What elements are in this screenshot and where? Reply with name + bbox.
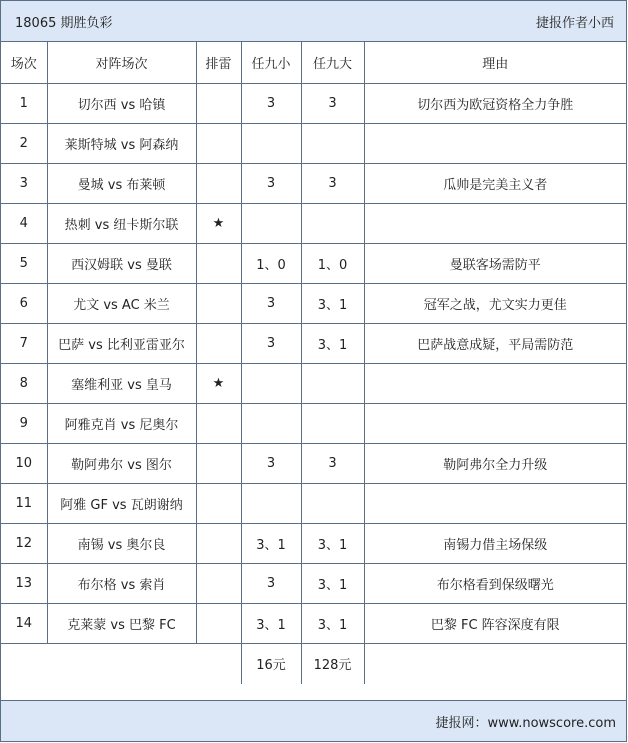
table-row [1,163,626,203]
col-header-match: 对阵场次 [47,42,196,83]
reason-text [364,403,626,443]
table-row [1,203,626,243]
pick-big: 3 [301,163,364,203]
mine-mark [196,443,241,483]
pick-big [301,363,364,403]
col-header-mine: 排雷 [196,42,241,83]
mine-mark [196,403,241,443]
match-name: 莱斯特城 vs 阿森纳 [47,123,196,163]
pick-big: 3、1 [301,523,364,563]
table-row [1,403,626,443]
mine-mark [196,83,241,123]
table-row [1,243,626,283]
mine-mark: ★ [196,363,241,403]
col-header-small: 任九小 [241,42,301,83]
reason-text: 布尔格看到保级曙光 [364,563,626,603]
match-name: 克莱蒙 vs 巴黎 FC [47,603,196,643]
match-name: 勒阿弗尔 vs 图尔 [47,443,196,483]
pick-small [241,483,301,523]
col-header-no: 场次 [1,42,47,83]
mine-mark [196,123,241,163]
header-bar [1,1,626,42]
pick-small: 3 [241,563,301,603]
pick-big [301,203,364,243]
match-name: 西汉姆联 vs 曼联 [47,243,196,283]
pick-big: 3、1 [301,563,364,603]
mine-mark: ★ [196,203,241,243]
table-row [1,283,626,323]
match-name: 阿雅克肖 vs 尼奥尔 [47,403,196,443]
match-no: 9 [1,403,47,443]
table-row [1,443,626,483]
pick-small: 3 [241,443,301,483]
mine-mark [196,243,241,283]
pick-big: 3、1 [301,603,364,643]
reason-text: 勒阿弗尔全力升级 [364,443,626,483]
match-no: 4 [1,203,47,243]
mine-mark [196,603,241,643]
reason-text [364,363,626,403]
reason-text: 巴萨战意成疑，平局需防范 [364,323,626,363]
match-no: 12 [1,523,47,563]
match-no: 10 [1,443,47,483]
table-row [1,523,626,563]
mine-mark [196,563,241,603]
match-name: 布尔格 vs 索肖 [47,563,196,603]
match-name: 尤文 vs AC 米兰 [47,283,196,323]
match-name: 南锡 vs 奥尔良 [47,523,196,563]
author-label: 捷报作者小西 [535,15,614,31]
match-no: 13 [1,563,47,603]
mine-mark [196,483,241,523]
totals-spacer [1,643,241,684]
reason-text [364,203,626,243]
mine-mark [196,523,241,563]
match-no: 14 [1,603,47,643]
pick-big: 3 [301,83,364,123]
table-row [1,123,626,163]
match-no: 1 [1,83,47,123]
reason-text: 冠军之战，尤文实力更佳 [364,283,626,323]
footer-bar [1,700,626,741]
pick-small [241,403,301,443]
pick-big: 3、1 [301,283,364,323]
match-no: 7 [1,323,47,363]
reason-text: 曼联客场需防平 [364,243,626,283]
pick-big: 3 [301,443,364,483]
table-row [1,363,626,403]
pick-small: 3 [241,83,301,123]
total-big: 128元 [301,643,364,684]
pick-small [241,123,301,163]
table-row [1,603,626,643]
match-no: 3 [1,163,47,203]
pick-small [241,363,301,403]
match-name: 切尔西 vs 哈镇 [47,83,196,123]
table-body [1,83,626,643]
total-small: 16元 [241,643,301,684]
reason-text [364,483,626,523]
totals-empty [364,643,626,684]
source-label: 捷报网：www.nowscore.com [435,715,616,731]
match-name: 塞维利亚 vs 皇马 [47,363,196,403]
pick-small: 3 [241,163,301,203]
pick-big: 1、0 [301,243,364,283]
col-header-big: 任九大 [301,42,364,83]
reason-text: 切尔西为欧冠资格全力争胜 [364,83,626,123]
mine-mark [196,283,241,323]
table-row [1,323,626,363]
pick-small: 1、0 [241,243,301,283]
reason-text: 南锡力借主场保级 [364,523,626,563]
match-name: 热刺 vs 纽卡斯尔联 [47,203,196,243]
pick-small: 3、1 [241,603,301,643]
pick-small [241,203,301,243]
match-no: 11 [1,483,47,523]
reason-text: 巴黎 FC 阵容深度有限 [364,603,626,643]
match-table [1,42,626,684]
table-row [1,483,626,523]
mine-mark [196,163,241,203]
pick-big [301,483,364,523]
table-header-row [1,42,626,83]
match-name: 巴萨 vs 比利亚雷亚尔 [47,323,196,363]
pick-big [301,403,364,443]
totals-row [1,643,626,684]
match-no: 6 [1,283,47,323]
match-no: 5 [1,243,47,283]
match-name: 曼城 vs 布莱顿 [47,163,196,203]
pick-big [301,123,364,163]
pick-big: 3、1 [301,323,364,363]
pick-small: 3、1 [241,523,301,563]
match-name: 阿雅 GF vs 瓦朗谢纳 [47,483,196,523]
mine-mark [196,323,241,363]
reason-text [364,123,626,163]
reason-text: 瓜帅是完美主义者 [364,163,626,203]
table-row [1,83,626,123]
col-header-reason: 理由 [364,42,626,83]
match-no: 2 [1,123,47,163]
period-title: 18065 期胜负彩 [15,15,113,31]
table-row [1,563,626,603]
pick-small: 3 [241,283,301,323]
match-no: 8 [1,363,47,403]
pick-small: 3 [241,323,301,363]
